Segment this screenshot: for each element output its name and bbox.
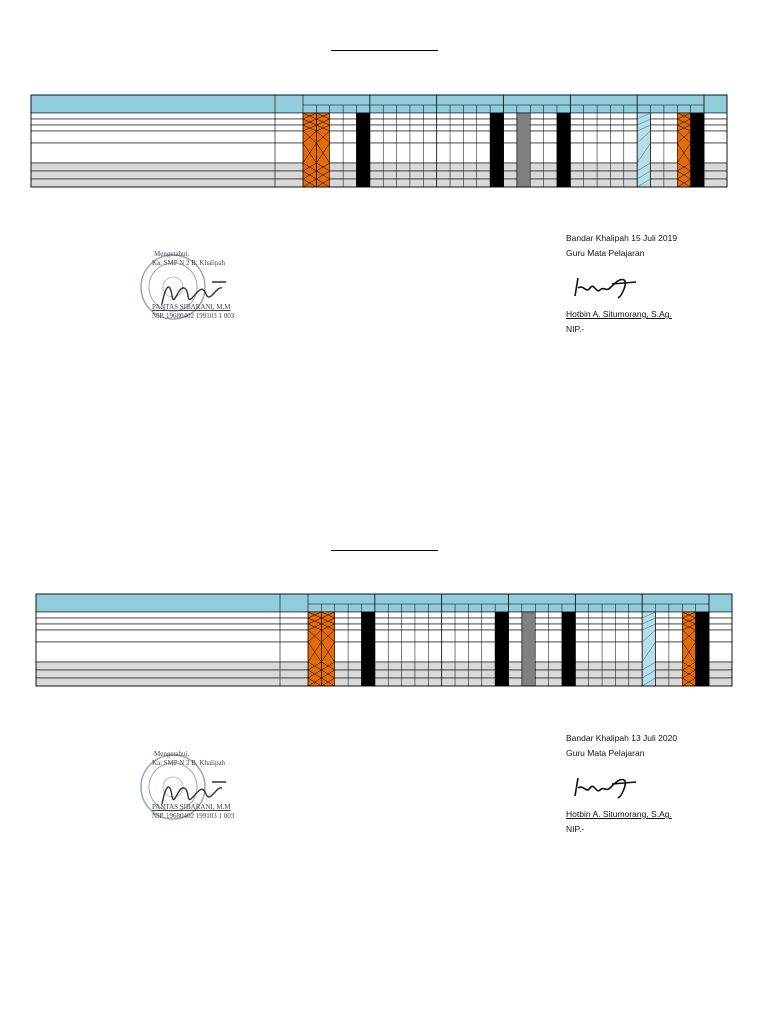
approver-block [138, 248, 288, 328]
filled-column [361, 612, 374, 686]
teacher-signature-icon [572, 774, 642, 802]
teacher-nip: NIP.- [566, 324, 585, 334]
approver-name: PANTAS SIBARANI, M.M [152, 803, 231, 811]
approver-name: PANTAS SIBARANI, M.M [152, 303, 231, 311]
table-row [31, 125, 727, 131]
approver-heading: Mengetahui, [154, 250, 190, 258]
table-row [31, 171, 727, 179]
table-row [36, 670, 732, 678]
table-row [36, 642, 732, 662]
filled-column [696, 612, 709, 686]
filled-column [691, 113, 704, 187]
schedule-section-2 [0, 500, 768, 1012]
teacher-name: Hotbin A. Situmorang, S.Ag. [566, 809, 672, 819]
teacher-signature-icon [572, 274, 642, 302]
approver-nip: NIP. 19680402 199103 1 003 [152, 312, 235, 320]
filled-column [517, 113, 530, 187]
teacher-role: Guru Mata Pelajaran [566, 748, 645, 758]
table-row [36, 678, 732, 686]
table-row [31, 113, 727, 119]
table-row [36, 630, 732, 642]
teacher-name: Hotbin A. Situmorang, S.Ag. [566, 309, 672, 319]
approver-position: Ka. SMP N 2 B. Khalipah [152, 759, 226, 767]
filled-column [522, 612, 535, 686]
filled-column [356, 113, 369, 187]
header-band [36, 594, 732, 612]
table-row [36, 624, 732, 630]
approver-position: Ka. SMP N 2 B. Khalipah [152, 259, 226, 267]
teacher-nip: NIP.- [566, 824, 585, 834]
approver-heading: Mengetahui, [154, 750, 190, 758]
filled-column [490, 113, 503, 187]
schedule-table [31, 95, 727, 213]
place-date: Bandar Khalipah 13 Juli 2020 [566, 733, 678, 743]
approver-nip: NIP. 19680402 199103 1 003 [152, 812, 235, 820]
filled-column [557, 113, 570, 187]
teacher-role: Guru Mata Pelajaran [566, 248, 645, 258]
table-row [36, 618, 732, 624]
table-row [36, 662, 732, 670]
header-band [31, 95, 727, 113]
place-date: Bandar Khalipah 15 Juli 2019 [566, 233, 678, 243]
filled-column [562, 612, 575, 686]
table-row [31, 119, 727, 125]
schedule-table [36, 594, 732, 712]
title-underline [331, 50, 438, 51]
table-row [31, 143, 727, 163]
approver-block [138, 748, 288, 828]
table-row [31, 131, 727, 143]
table-row [36, 612, 732, 618]
filled-column [495, 612, 508, 686]
table-row [31, 163, 727, 171]
table-row [31, 179, 727, 187]
title-underline [331, 550, 438, 551]
